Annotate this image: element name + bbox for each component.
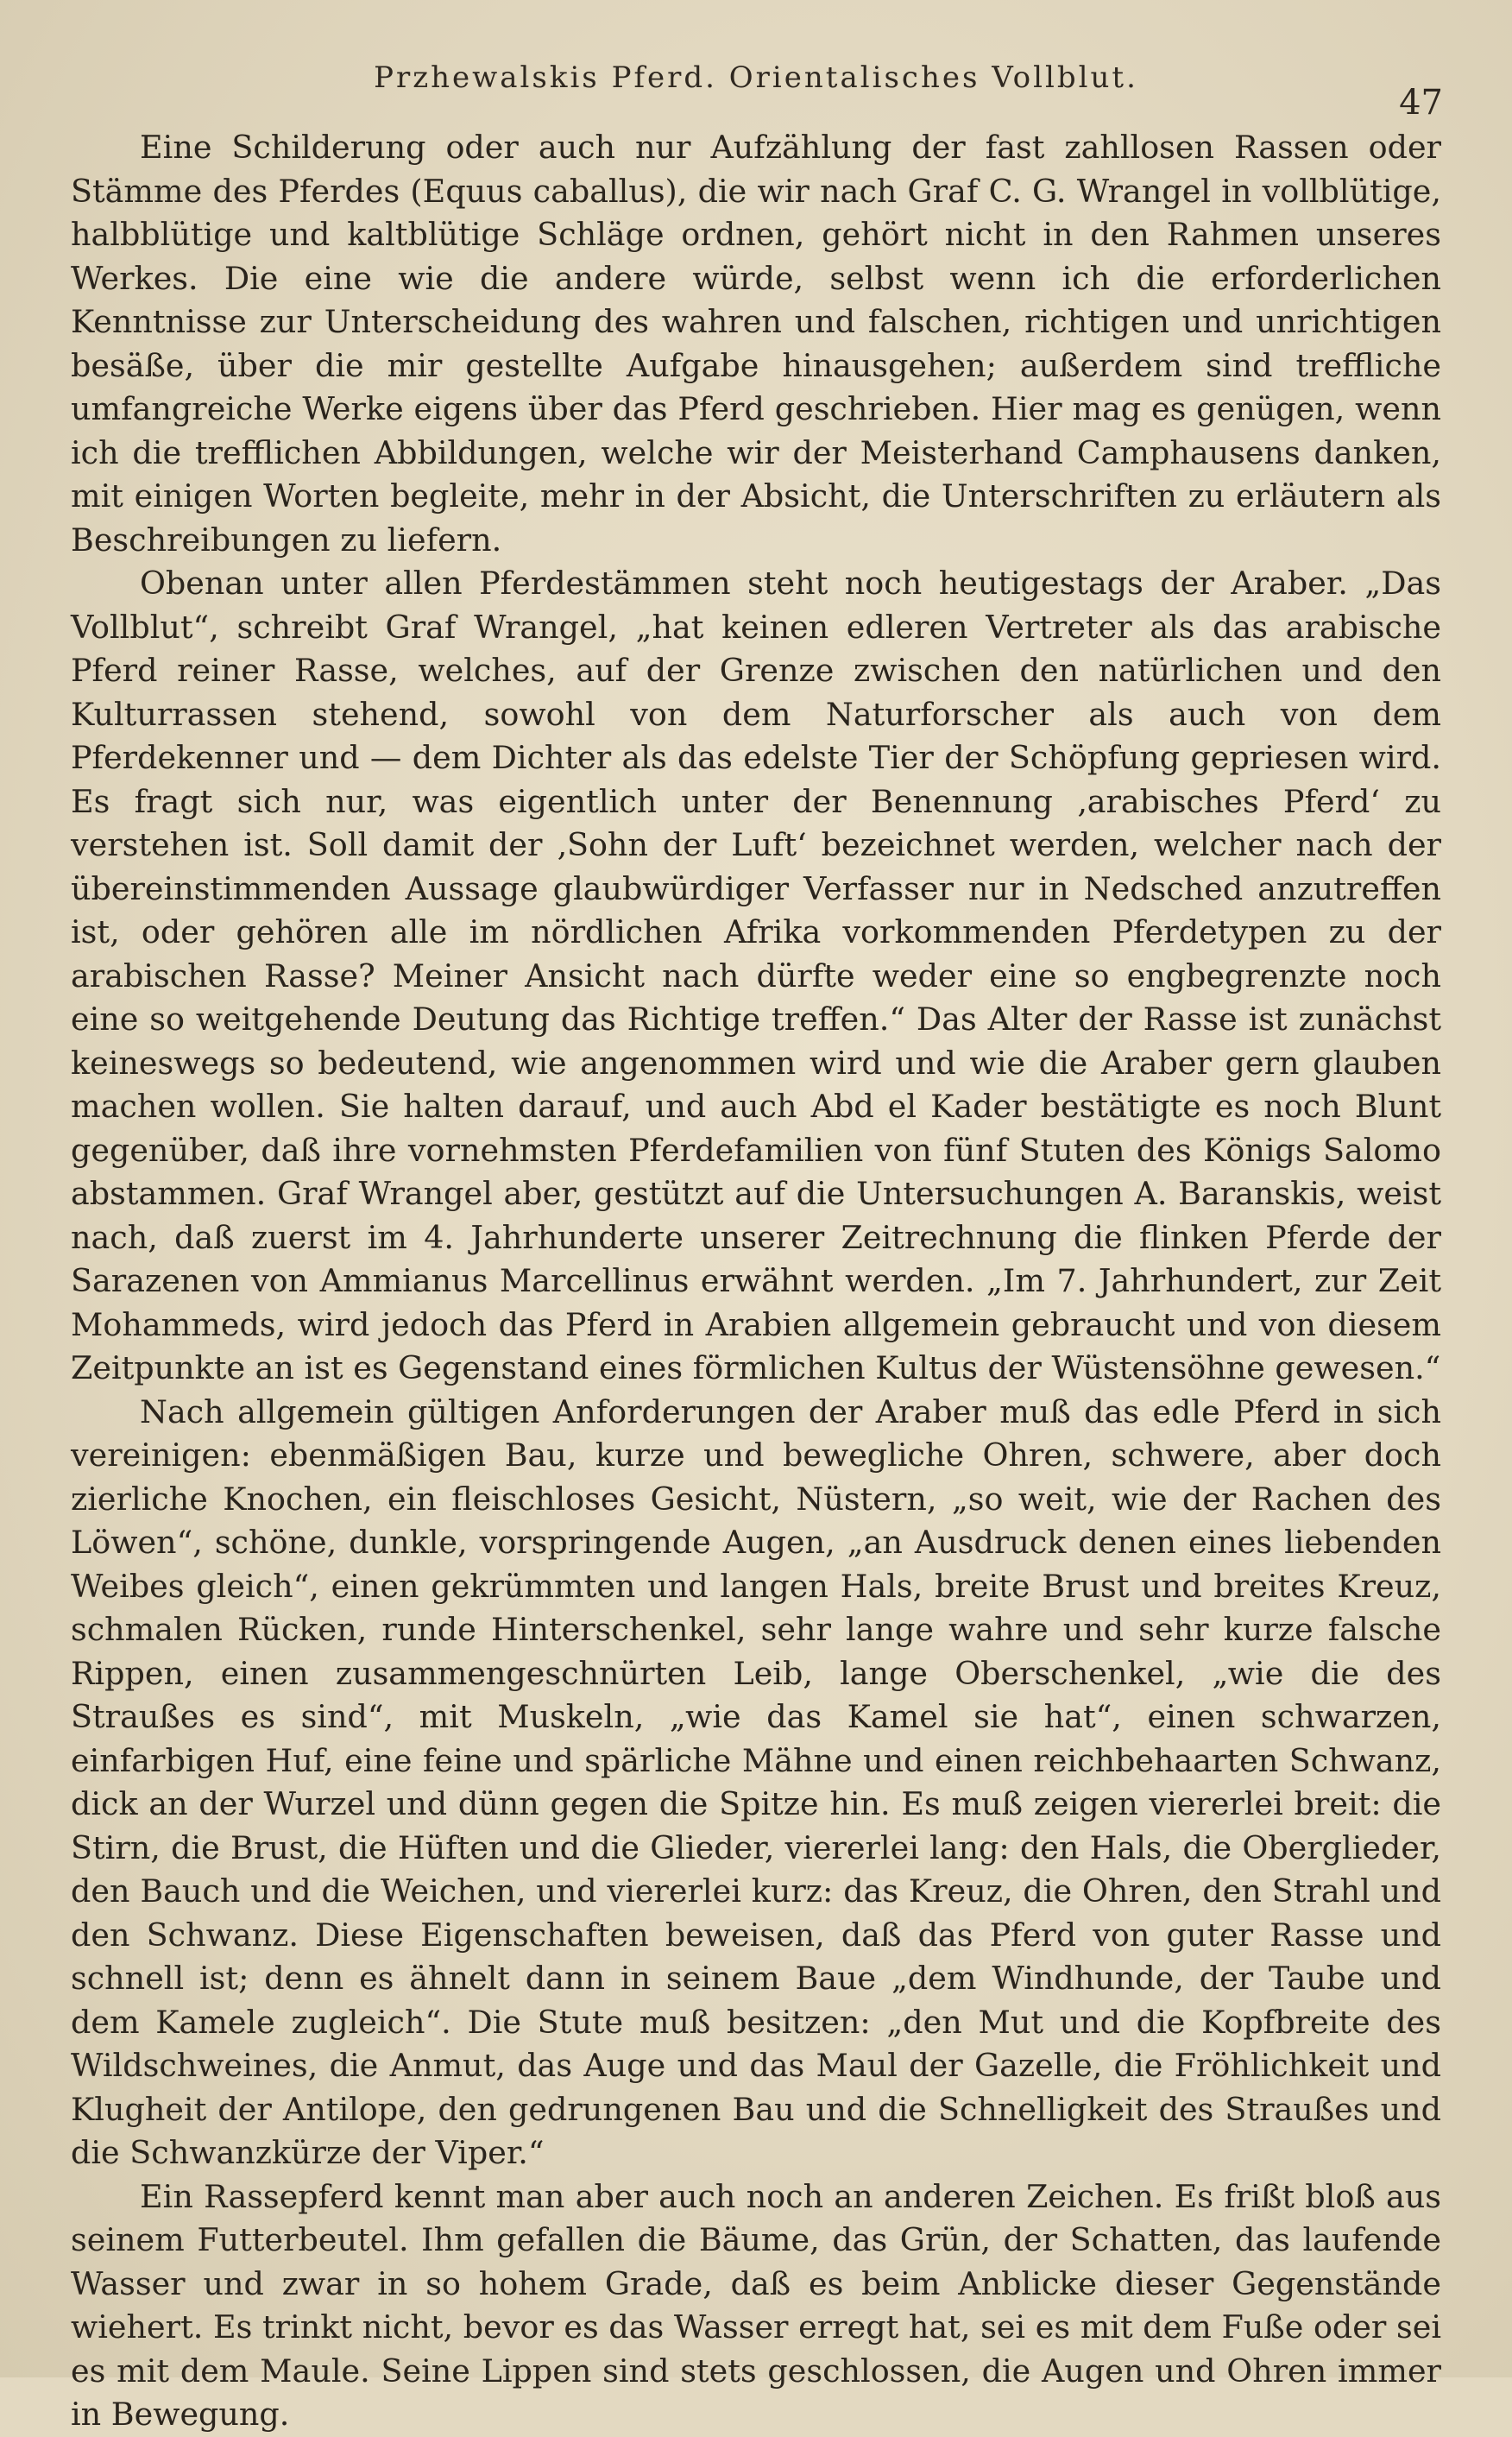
- paragraph-arab-vollblut: Obenan unter allen Pferdestämmen steht noch heutigestags der Araber. „Das Vollblut“, schreibt Graf Wrangel, „hat keinen edleren Vertreter als das arabische Pferd reiner Rasse, welches, auf der Grenze zwischen den natürlichen und den Kulturrassen stehend, sowohl von dem Naturforscher als auch von dem Pferdekenner und — dem Dichter als das edelste Tier der Schöpfung gepriesen wird. Es fragt sich nur, was eigentlich unter der Benennung ‚arabisches Pferd‘ zu verstehen ist. Soll damit der ‚Sohn der Luft‘ bezeichnet werden, welcher nach der übereinstimmenden Aussage glaubwürdiger Verfasser nur in Nedsched anzutreffen ist, oder gehören alle im nördlichen Afrika vorkommenden Pferdetypen zu der arabischen Rasse? Meiner Ansicht nach dürfte weder eine so engbegrenzte noch eine so weitgehende Deutung das Richtige treffen.“ Das Alter der Rasse ist zunächst keineswegs so bedeutend, wie angenommen wird und wie die Araber gern glauben machen wollen. Sie halten darauf, und auch Abd el Kader bestätigte es noch Blunt gegenüber, daß ihre vornehmsten Pferdefamilien von fünf Stuten des Königs Salomo abstammen. Graf Wrangel aber, gestützt auf die Untersuchungen A. Baranskis, weist nach, daß zuerst im 4. Jahrhunderte unserer Zeitrechnung die flinken Pferde der Sarazenen von Ammianus Marcellinus erwähnt werden. „Im 7. Jahrhundert, zur Zeit Mohammeds, wird jedoch das Pferd in Arabien allgemein gebraucht und von diesem Zeitpunkte an ist es Gegenstand eines förmlichen Kultus der Wüstensöhne gewesen.“: [71, 565, 1441, 1386]
- paragraph-signs: Ein Rassepferd kennt man aber auch noch an anderen Zeichen. Es frißt bloß aus seinem Futterbeutel. Ihm gefallen die Bäume, das Grün, der Schatten, das laufende Wasser und zwar in so hohem Grade, daß es beim Anblicke dieser Gegenstände wiehert. Es trinkt nicht, bevor es das Wasser erregt hat, sei es mit dem Fuße oder sei es mit dem Maule. Seine Lippen sind stets geschlossen, die Augen und Ohren immer in Bewegung.: [71, 2177, 1441, 2433]
- page-number: 47: [1399, 83, 1443, 123]
- running-title: Przhewalskis Pferd. Orientalisches Vollblut.: [374, 60, 1138, 95]
- paragraph-requirements: Nach allgemein gültigen Anforderungen der Araber muß das edle Pferd in sich vereinigen: ebenmäßigen Bau, kurze und bewegliche Ohren, schwere, aber doch zierliche Knochen, ein fleischloses Gesicht, Nüstern, „so weit, wie der Rachen des Löwen“, schöne, dunkle, vorspringende Augen, „an Ausdruck denen eines liebenden Weibes gleich“, einen gekrümmten und langen Hals, breite Brust und breites Kreuz, schmalen Rücken, runde Hinterschenkel, sehr lange wahre und sehr kurze falsche Rippen, einen zusammengeschnürten Leib, lange Oberschenkel, „wie die des Straußes es sind“, mit Muskeln, „wie das Kamel sie hat“, einen schwarzen, einfarbigen Huf, eine feine und spärliche Mähne und einen reichbehaarten Schwanz, dick an der Wurzel und dünn gegen die Spitze hin. Es muß zeigen viererlei breit: die Stirn, die Brust, die Hüften und die Glieder, viererlei lang: den Hals, die Oberglieder, den Bauch und die Weichen, und viererlei kurz: das Kreuz, die Ohren, den Strahl und den Schwanz. Diese Eigenschaften beweisen, daß das Pferd von guter Rasse und schnell ist; denn es ähnelt dann in seinem Baue „dem Windhunde, der Taube und dem Kamele zugleich“. Die Stute muß besitzen: „den Mut und die Kopfbreite des Wildschweines, die Anmut, das Auge und das Maul der Gazelle, die Fröhlichkeit und Klugheit der Antilope, den gedrungenen Bau und die Schnelligkeit des Straußes und die Schwanzkürze der Viper.“: [71, 1392, 1441, 2171]
- paragraph-intro: Eine Schilderung oder auch nur Aufzählung der fast zahllosen Rassen oder Stämme des Pferdes (Equus caballus), die wir nach Graf C. G. Wrangel in vollblütige, halbblütige und kaltblütige Schläge ordnen, gehört nicht in den Rahmen unseres Werkes. Die eine wie die andere würde, selbst wenn ich die erforderlichen Kenntnisse zur Unterscheidung des wahren und falschen, richtigen und unrichtigen besäße, über die mir gestellte Aufgabe hinausgehen; außerdem sind treffliche umfangreiche Werke eigens über das Pferd geschrieben. Hier mag es genügen, wenn ich die trefflichen Abbildungen, welche wir der Meisterhand Camphausens danken, mit einigen Worten begleite, mehr in der Absicht, die Unterschriften zu erläutern als Beschreibungen zu liefern.: [71, 129, 1441, 559]
- body-text: [71, 126, 1441, 2437]
